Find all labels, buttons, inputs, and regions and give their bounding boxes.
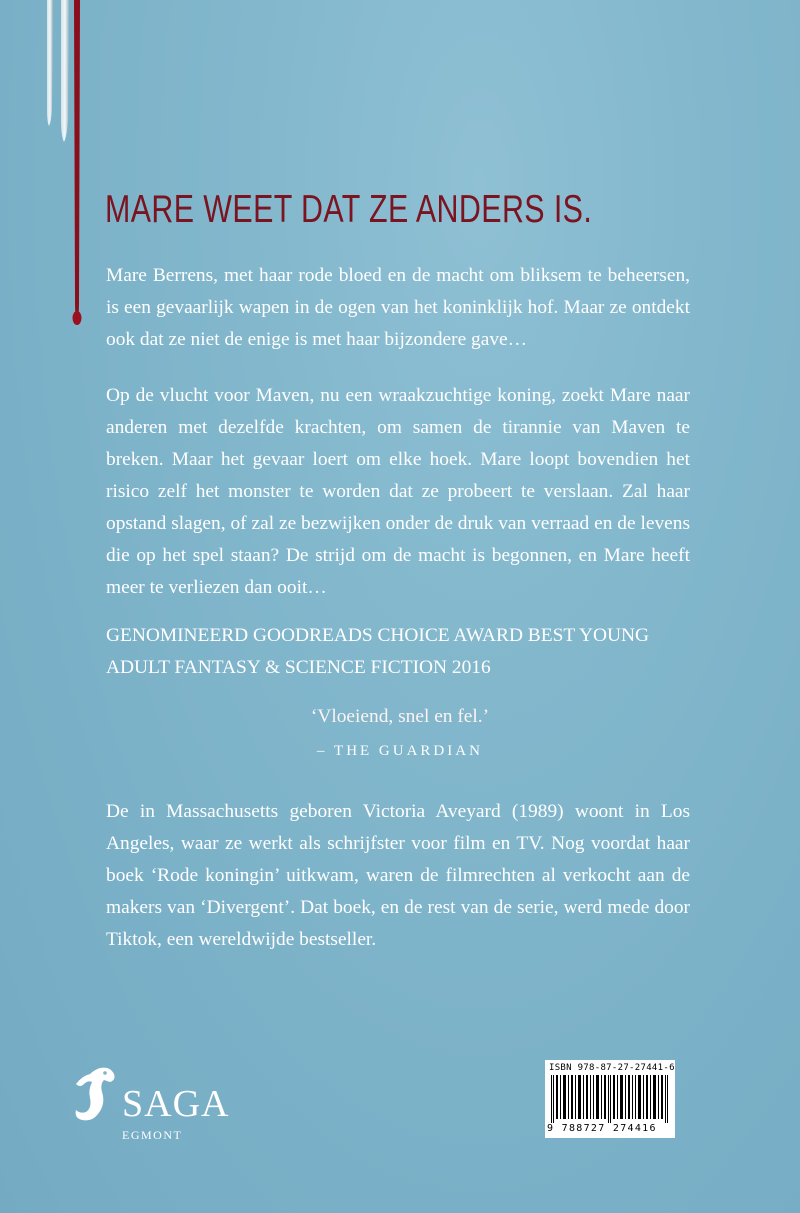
- cover-headline: MARE WEET DAT ZE ANDERS IS.: [105, 188, 593, 231]
- blood-drip-decoration: [0, 0, 110, 340]
- award-nomination: GENOMINEERD GOODREADS CHOICE AWARD BEST YOUNG ADULT FANTASY & SCIENCE FICTION 2016: [106, 625, 650, 678]
- author-bio: De in Massachusetts geboren Victoria Aveyard (1989) woont in Los Angeles, waar ze werkt als schrijfster voor film en TV. Nog voordat haar boek ‘Rode koningin’ uitkwam, waren de filmrechten al verkocht aan de makers van ‘Divergent’. Dat boek, en de rest van de serie, werd mede door Tiktok, een wereldwijde bestseller.: [106, 801, 690, 950]
- seahorse-icon: [70, 1064, 120, 1124]
- publisher-logo: [70, 1060, 250, 1150]
- blurb-paragraph-2: Op de vlucht voor Maven, nu een wraakzuchtige koning, zoekt Mare naar anderen met dezelfde krachten, om samen de tirannie van Maven te breken. Maar het gevaar loert om elke hoek. Mare loopt bovendien het risico zelf het monster te worden dat ze probeert te verslaan. Zal haar opstand slagen, of zal ze bezwijken onder de druk van verraad en de levens die op het spel staan? De strijd om de macht is begonnen, en Mare heeft meer te verliezen dan ooit…: [106, 385, 690, 598]
- publisher-subname: EGMONT: [122, 1128, 183, 1142]
- blurb-paragraph-1: Mare Berrens, met haar rode bloed en de macht om bliksem te beheersen, is een gevaarlijk wapen in de ogen van het koninklijk hof. Maar ze ontdekt ook dat ze niet de enige is met haar bijzondere gave…: [106, 265, 690, 350]
- review-quote: ‘Vloeiend, snel en fel.’: [310, 706, 490, 727]
- barcode-number: 9 788727 274416: [547, 1123, 657, 1134]
- barcode-bars: [549, 1075, 671, 1123]
- isbn-barcode: [545, 1060, 675, 1138]
- review-source: – THE GUARDIAN: [317, 743, 483, 759]
- isbn-label: ISBN 978-87-27-27441-6: [549, 1063, 675, 1073]
- publisher-name: SAGA: [122, 1083, 230, 1125]
